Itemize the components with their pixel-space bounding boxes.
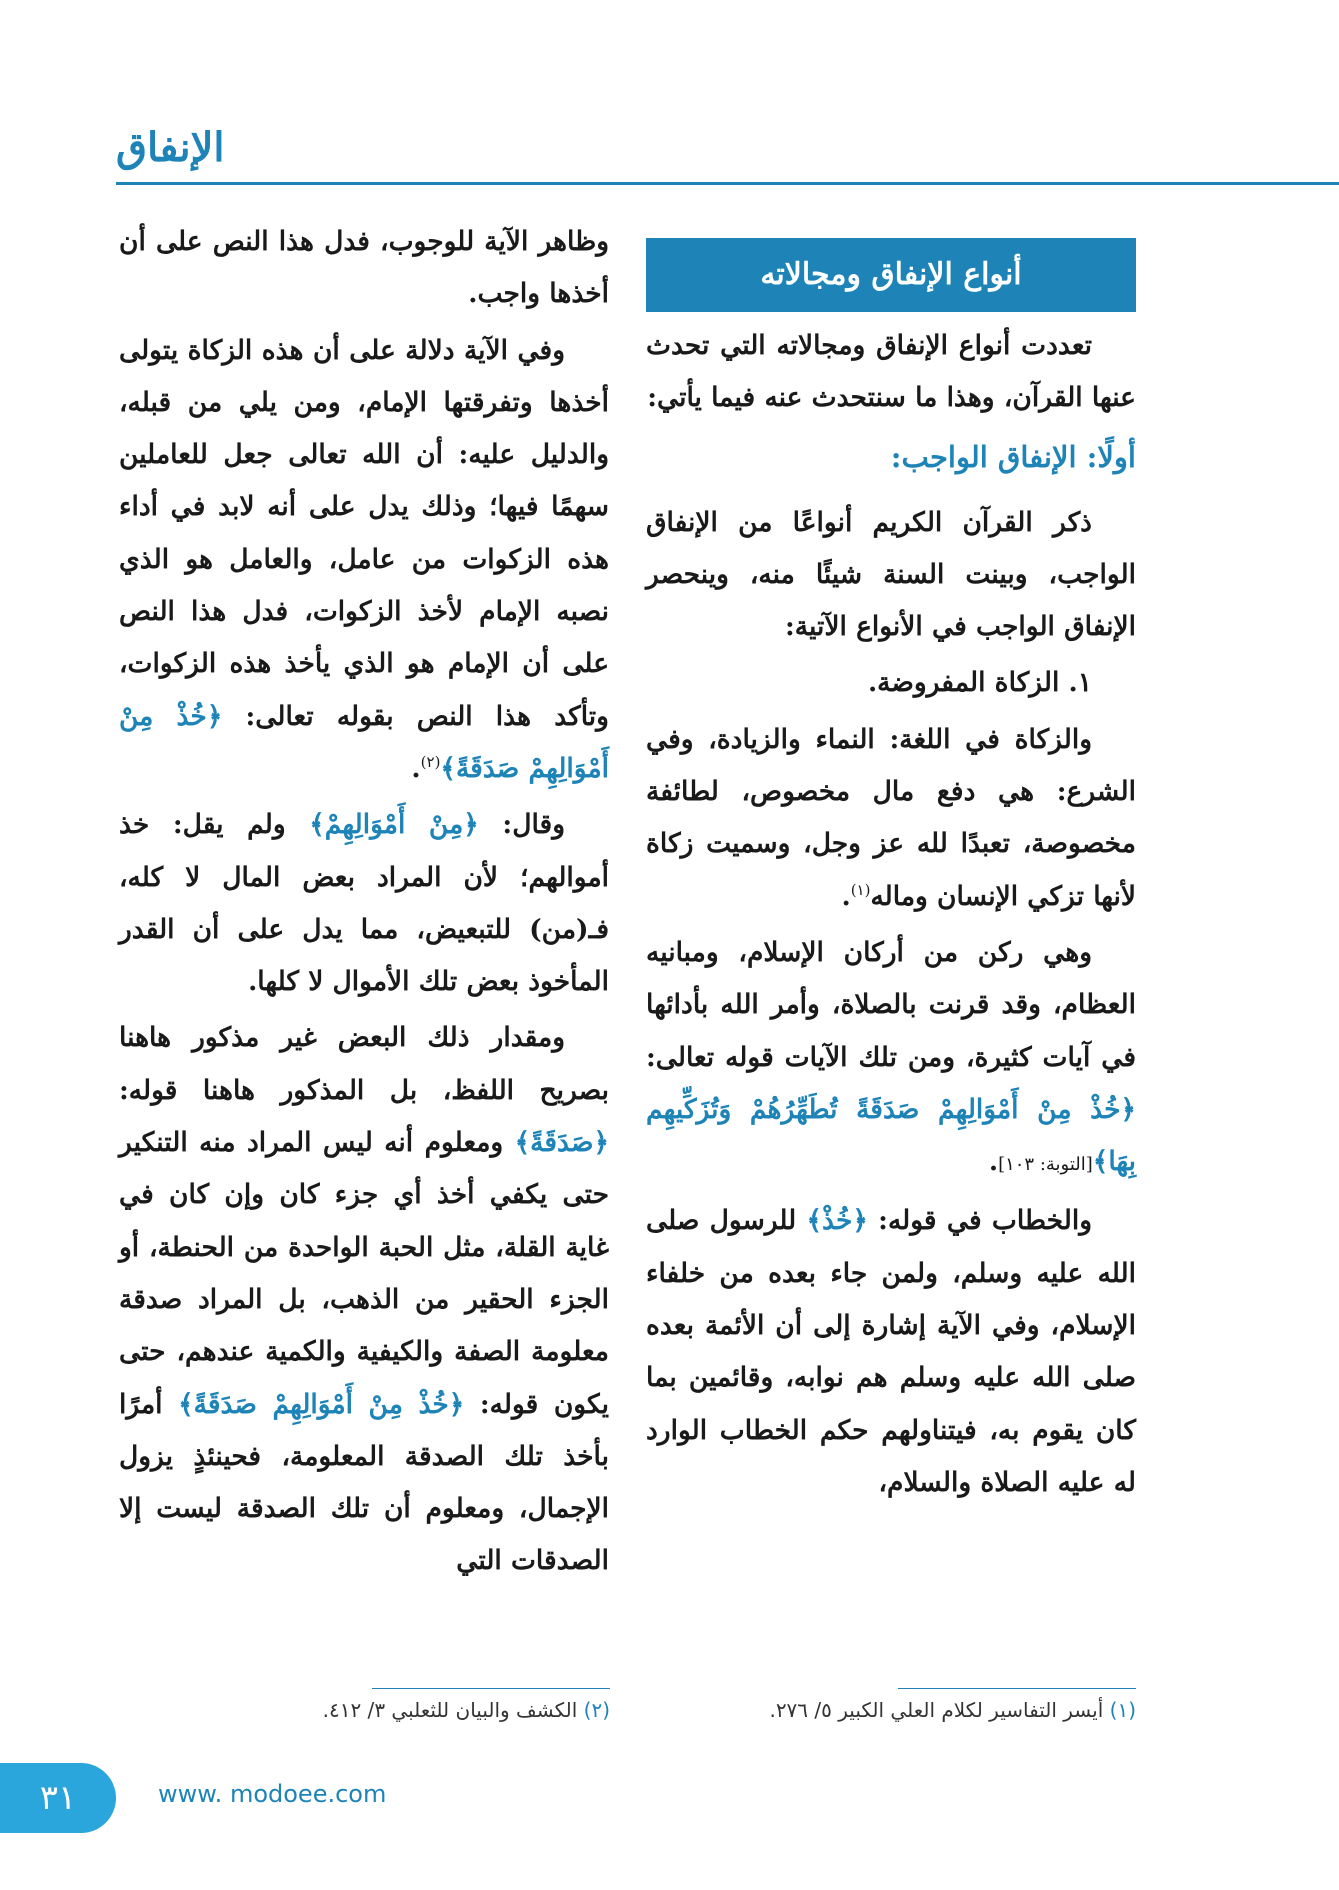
punctuation: .	[411, 752, 421, 784]
page-title: الإنفاق	[116, 124, 225, 171]
paragraph-text: وقال:	[502, 809, 565, 841]
paragraph-text: أمرًا بأخذ تلك الصدقة المعلومة، فحينئذٍ يزول الإجمال، ومعلوم أن تلك الصدقة ليست إلا الصدقات التي	[119, 1388, 609, 1577]
subheading-obligatory: أولًا: الإنفاق الواجب:	[890, 439, 1136, 474]
footnote-text: الكشف والبيان للثعلبي ٣/ ٤١٢.	[322, 1698, 578, 1722]
quran-verse: ﴿خُذْ مِنْ أَمْوَالِهِمْ صَدَقَةً﴾	[178, 1388, 465, 1420]
footnote-number: (٢)	[583, 1698, 610, 1722]
paragraph: وظاهر الآية للوجوب، فدل هذا النص على أن أخذها واجب.	[119, 226, 609, 310]
paragraph-text: للرسول صلى الله عليه وسلم، ولمن جاء بعده من خلفاء الإسلام، وفي الآية إشارة إلى أن الأئمة بعده صلى الله عليه وسلم هم نوابه، وقائمين بما كان يقوم به، فيتناولهم حكم الخطاب الوارد له عليه الصلاة والسلام،	[646, 1205, 1136, 1498]
paragraph	[646, 714, 1136, 923]
footnote-divider	[372, 1688, 610, 1689]
footnote-divider	[898, 1688, 1136, 1689]
page-number-tab: ٣١	[0, 1763, 116, 1833]
footnote-2	[323, 1698, 610, 1722]
paragraph	[119, 799, 609, 1008]
paragraph	[646, 1195, 1136, 1509]
verse-reference: [التوبة: ١٠٣]	[998, 1154, 1093, 1176]
paragraph-text: ومقدار ذلك البعض غير مذكور هاهنا بصريح اللفظ، بل المذكور هاهنا قوله:	[119, 1022, 609, 1106]
quran-verse: ﴿صَدَقَةً﴾	[514, 1127, 609, 1159]
punctuation: .	[841, 880, 851, 912]
quran-verse: ﴿خُذْ مِنْ أَمْوَالِهِمْ صَدَقَةً تُطَهِّرُهُمْ وَتُزَكِّيهِم بِهَا﴾	[646, 1093, 1136, 1178]
paragraph-text: والخطاب في قوله:	[878, 1205, 1092, 1237]
footnote-text: أيسر التفاسير لكلام العلي الكبير ٥/ ٢٧٦.	[769, 1698, 1104, 1722]
footnote-marker[interactable]: (١)	[850, 880, 871, 899]
paragraph	[119, 325, 609, 796]
list-item-zakat: ١. الزكاة المفروضة.	[867, 667, 1092, 699]
footnote-number: (١)	[1109, 1698, 1136, 1722]
paragraph-text: والزكاة في اللغة: النماء والزيادة، وفي الشرع: هي دفع مال مخصوص، لطائفة مخصوصة، تعبدًا لله عز وجل، وسميت زكاة لأنها تزكي الإنسان وماله	[646, 723, 1136, 912]
website-link[interactable]: www. modoee.com	[158, 1780, 387, 1808]
right-column	[646, 230, 1136, 1513]
paragraph-text: وهي ركن من أركان الإسلام، ومبانيه العظام، وقد قرنت بالصلاة، وأمر الله بأدائها في آيات كثيرة، ومن تلك الآيات قوله تعالى:	[646, 936, 1136, 1073]
paragraph	[646, 927, 1136, 1191]
page-header	[116, 120, 1339, 185]
left-column	[119, 216, 609, 1592]
paragraph-text: ولم يقل: خذ أموالهم؛ لأن المراد بعض المال لا كله، فـ(من) للتبعيض، مما يدل على أن القدر المأخوذ بعض تلك الأموال لا كلها.	[119, 809, 609, 998]
quran-verse: ﴿خُذْ مِنْ أَمْوَالِهِمْ صَدَقَةً﴾	[119, 700, 609, 784]
footnote-1	[769, 1698, 1136, 1722]
punctuation: .	[988, 1146, 999, 1178]
quran-verse: ﴿خُذْ﴾	[806, 1205, 868, 1237]
footnote-marker[interactable]: (٢)	[420, 753, 441, 772]
quran-verse: ﴿مِنْ أَمْوَالِهِمْ﴾	[309, 809, 479, 841]
section-heading-box: أنواع الإنفاق ومجالاته	[646, 238, 1136, 312]
paragraph-text: وفي الآية دلالة على أن هذه الزكاة يتولى أخذها وتفرقتها الإمام، ومن يلي من قبله، والدليل عليه: أن الله تعالى جعل للعاملين سهمًا فيها؛ وذلك يدل على أنه لابد في أداء هذه الزكوات من عامل، والعامل هو الذي نصبه الإمام لأخذ الزكوات، فدل هذا النص على أن الإمام هو الذي يأخذ هذه الزكوات، وتأكد هذا النص بقوله تعالى:	[119, 334, 609, 732]
intro-paragraph: تعددت أنواع الإنفاق ومجالاته التي تحدث عنها القرآن، وهذا ما سنتحدث عنه فيما يأتي:	[646, 330, 1136, 414]
paragraph	[119, 1012, 609, 1587]
paragraph-text: ومعلوم أنه ليس المراد منه التنكير حتى يكفي أخذ أي جزء كان وإن كان في غاية القلة، مثل الحبة الواحدة من الحنطة، أو الجزء الحقير من الذهب، بل المراد صدقة معلومة الصفة والكيفية والكمية عندهم، حتى يكون قوله:	[119, 1127, 610, 1420]
paragraph: ذكر القرآن الكريم أنواعًا من الإنفاق الواجب، وبينت السنة شيئًا منه، وينحصر الإنفاق الواجب في الأنواع الآتية:	[646, 506, 1136, 643]
